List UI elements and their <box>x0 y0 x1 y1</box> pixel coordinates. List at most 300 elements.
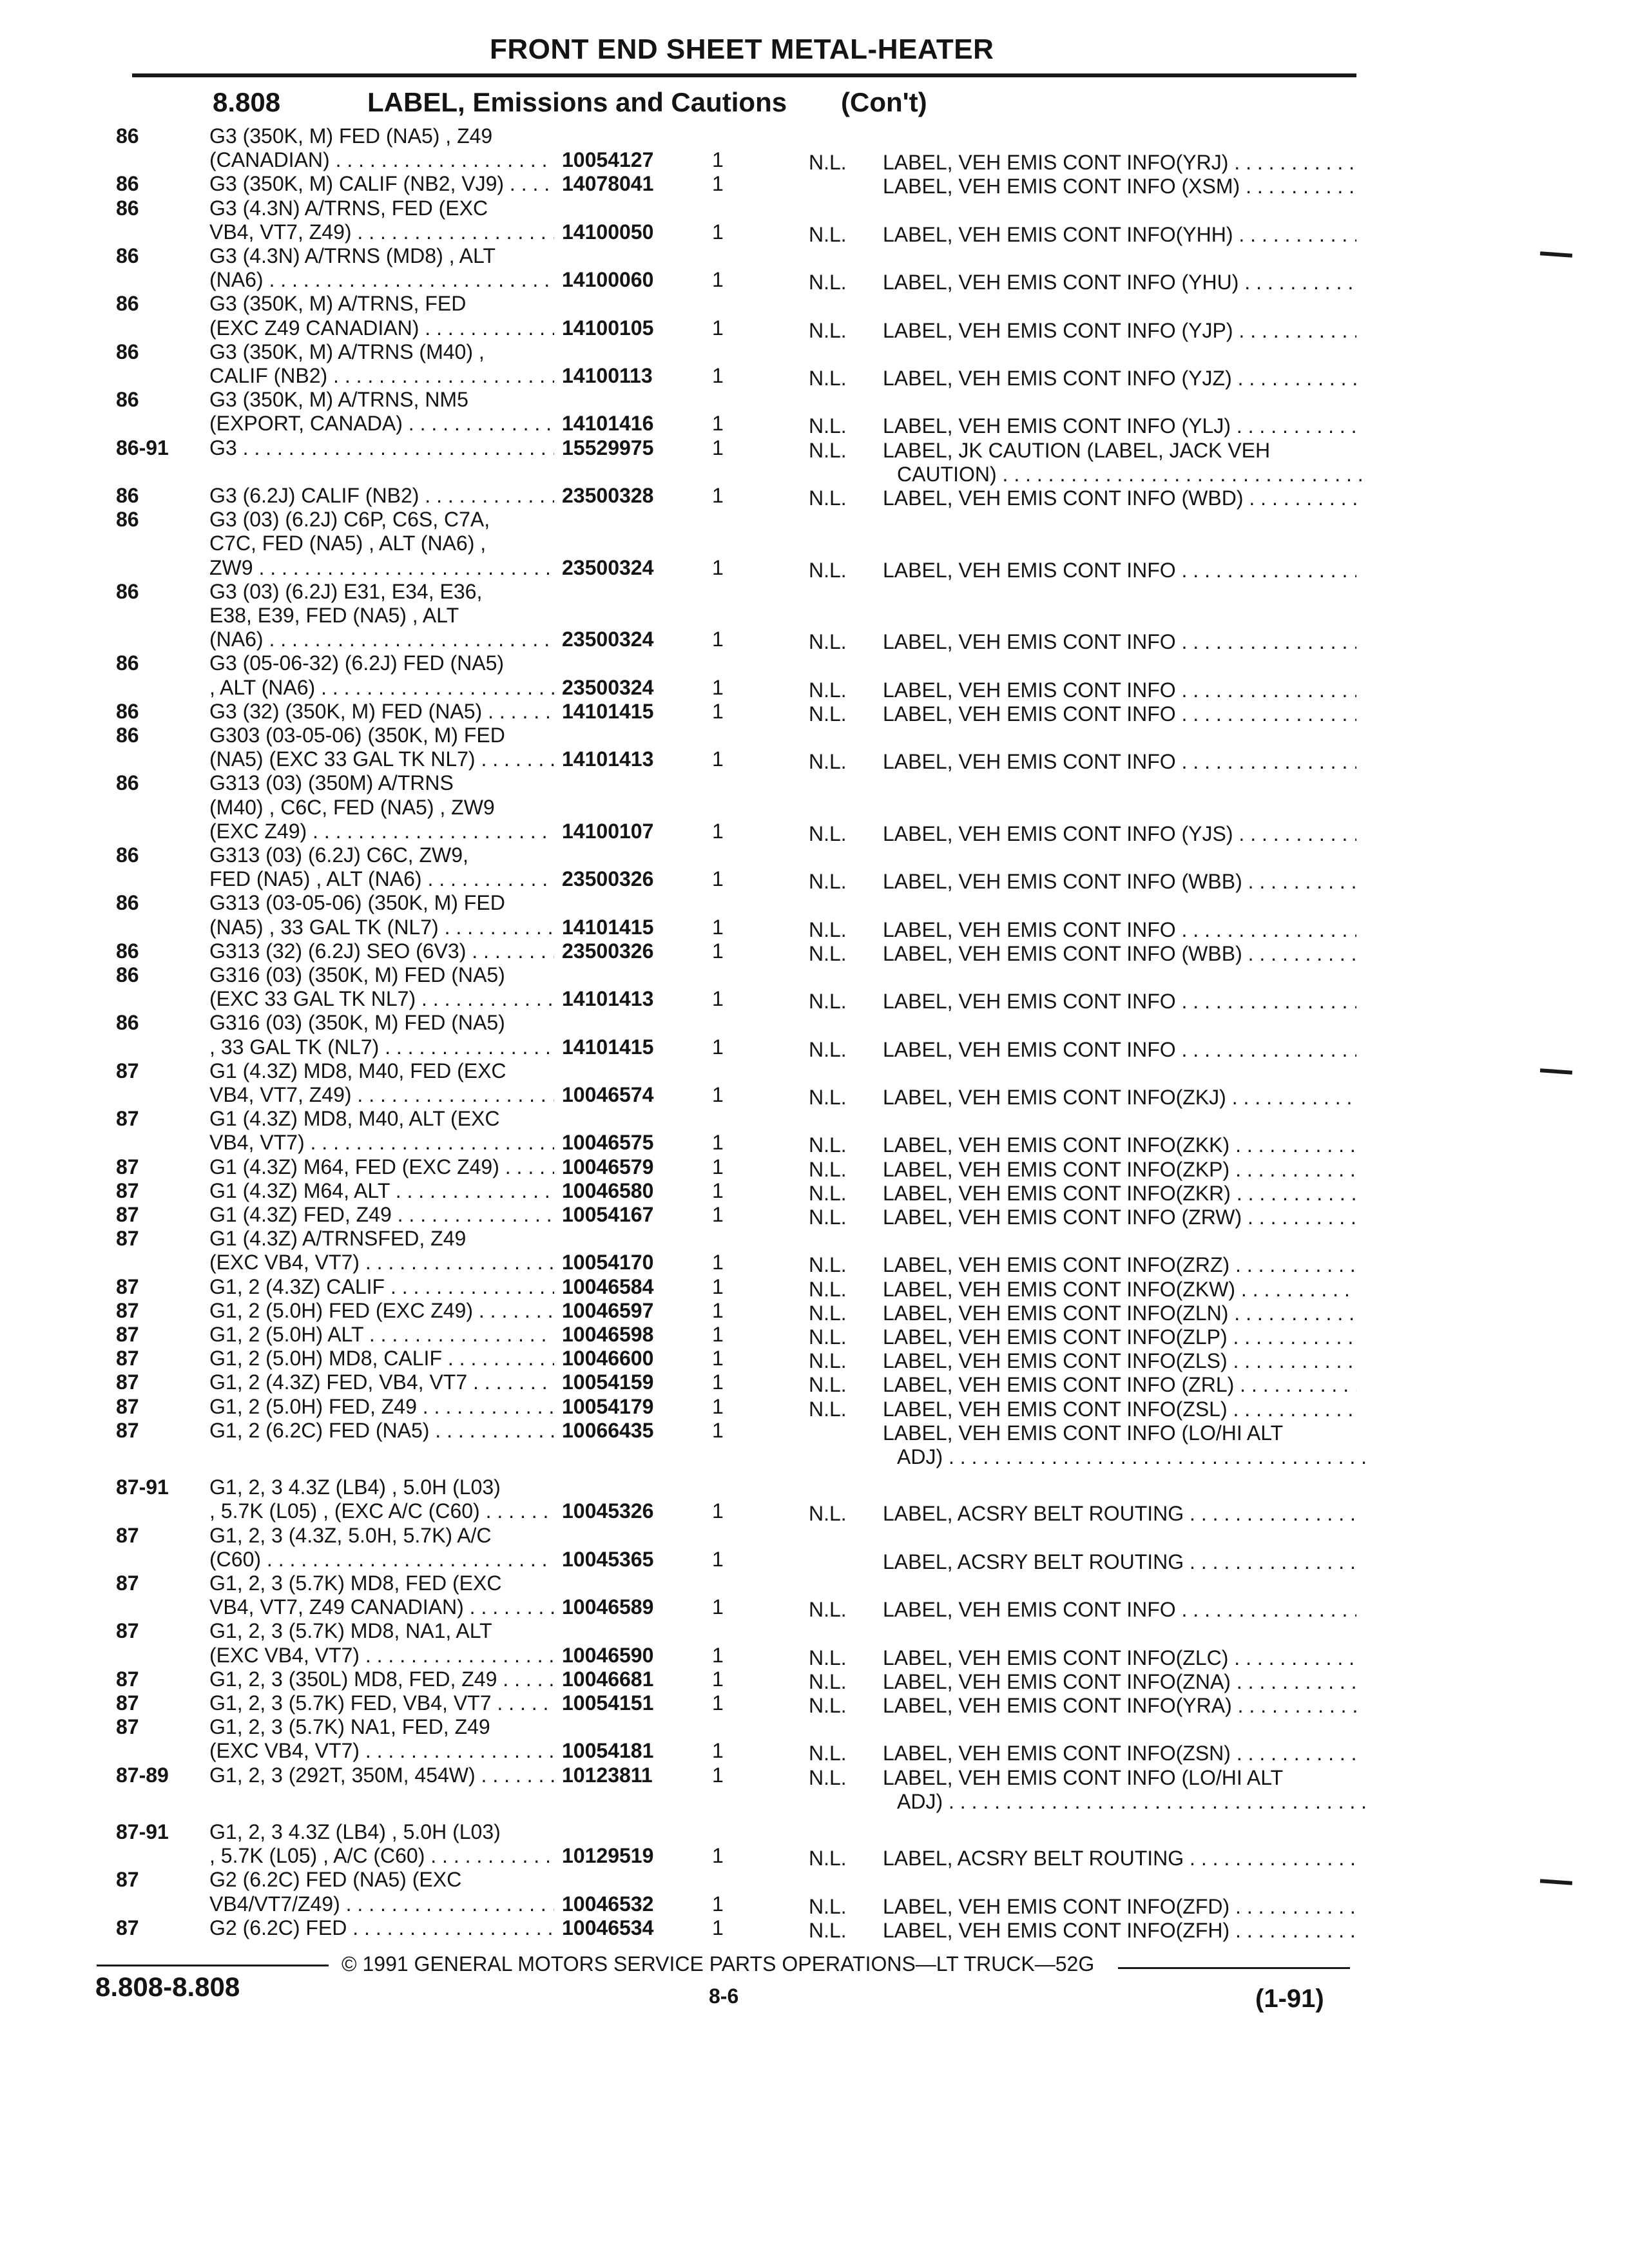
nl-flag: N.L. <box>809 1133 847 1157</box>
nl-flag: N.L. <box>809 1918 847 1942</box>
application-description: G3 (350K, M) CALIF (NB2, VJ9) . . . <box>209 171 554 196</box>
application-description: G1, 2, 3 (4.3Z, 5.0H, 5.7K) A/C <box>209 1523 492 1547</box>
application-description: G2 (6.2C) FED . . . <box>209 1916 554 1940</box>
model-year: 87 <box>116 1394 139 1418</box>
section-number: 8.808 <box>213 87 281 117</box>
nl-flag: N.L. <box>809 1037 847 1061</box>
part-description: LABEL, VEH EMIS CONT INFO(ZFH) . . . <box>883 1918 1356 1943</box>
part-description: LABEL, VEH EMIS CONT INFO . . . <box>883 989 1356 1014</box>
part-number: 10054170 <box>562 1251 654 1274</box>
nl-flag: N.L. <box>809 1206 847 1229</box>
nl-flag: N.L. <box>809 1397 847 1421</box>
nl-flag <box>809 1421 867 1445</box>
part-number: 10046597 <box>562 1298 654 1322</box>
application-description: G1, 2, 3 (5.7K) MD8, NA1, ALT <box>209 1619 492 1643</box>
model-year: 87 <box>116 1107 139 1131</box>
footer-section-range: 8.808-8.808 <box>95 1972 240 2002</box>
nl-flag: N.L. <box>809 1301 847 1325</box>
application-description: G313 (03) (6.2J) C6C, ZW9, <box>209 843 468 867</box>
application-description: G1, 2, 3 (5.7K) NA1, FED, Z49 <box>209 1715 490 1739</box>
part-number: 10123811 <box>562 1763 653 1787</box>
part-number: 14100050 <box>562 220 654 244</box>
quantity: 1 <box>712 1418 724 1442</box>
nl-flag <box>809 174 867 198</box>
part-description: LABEL, VEH EMIS CONT INFO (ZRW) . . . <box>883 1205 1356 1229</box>
part-description: LABEL, VEH EMIS CONT INFO . . . <box>883 558 1356 582</box>
nl-flag: N.L. <box>809 1646 847 1669</box>
quantity: 1 <box>712 1691 724 1715</box>
application-description: VB4, VT7, Z49) . . . <box>209 1082 554 1107</box>
model-year: 86 <box>116 196 139 220</box>
nl-flag: N.L. <box>809 1742 847 1765</box>
quantity: 1 <box>712 1323 724 1346</box>
page-number: 8-6 <box>709 1984 739 2008</box>
quantity: 1 <box>712 1155 724 1178</box>
part-number: 10046532 <box>562 1892 654 1916</box>
model-year: 87 <box>116 1715 139 1739</box>
application-description: (EXC VB4, VT7) . . . <box>209 1250 554 1274</box>
quantity: 1 <box>712 1763 724 1787</box>
quantity: 1 <box>712 867 724 891</box>
part-number: 10046598 <box>562 1323 654 1346</box>
application-description: (M40) , C6C, FED (NA5) , ZW9 <box>209 795 495 819</box>
nl-flag: N.L. <box>809 1349 847 1373</box>
application-description: C7C, FED (NA5) , ALT (NA6) , <box>209 532 487 555</box>
model-year: 86 <box>116 244 139 267</box>
quantity: 1 <box>712 1547 724 1571</box>
nl-flag: N.L. <box>809 558 847 582</box>
nl-flag: N.L. <box>809 822 847 845</box>
quantity: 1 <box>712 1251 724 1274</box>
application-description: G316 (03) (350K, M) FED (NA5) <box>209 1011 505 1035</box>
part-number: 14101413 <box>562 987 654 1011</box>
quantity: 1 <box>712 364 724 387</box>
model-year: 87 <box>116 1571 139 1595</box>
nl-flag: N.L. <box>809 486 847 510</box>
model-year: 87 <box>116 1868 139 1892</box>
nl-flag: N.L. <box>809 630 847 654</box>
application-description: G303 (03-05-06) (350K, M) FED <box>209 724 505 747</box>
model-year: 86 <box>116 292 139 316</box>
part-number: 10046575 <box>562 1131 654 1155</box>
model-year: 86 <box>116 124 139 148</box>
part-number: 23500324 <box>562 675 654 699</box>
part-number: 23500326 <box>562 939 654 963</box>
model-year: 87-89 <box>116 1763 169 1787</box>
quantity: 1 <box>712 412 724 436</box>
application-description: (NA6) . . . <box>209 627 554 651</box>
part-description: LABEL, VEH EMIS CONT INFO (LO/HI ALT <box>883 1421 1284 1445</box>
application-description: G1, 2 (4.3Z) CALIF . . . <box>209 1274 554 1299</box>
part-number: 14100107 <box>562 819 654 843</box>
quantity: 1 <box>712 1643 724 1667</box>
model-year: 86 <box>116 699 139 723</box>
application-description: G2 (6.2C) FED (NA5) (EXC <box>209 1868 462 1892</box>
model-year: 87 <box>116 1227 139 1251</box>
model-year: 86 <box>116 1011 139 1035</box>
part-description: LABEL, VEH EMIS CONT INFO(ZLN) . . . <box>883 1301 1356 1325</box>
application-description: G3 (350K, M) FED (NA5) , Z49 <box>209 124 493 148</box>
application-description: G3 . . . <box>209 436 554 460</box>
application-description: VB4, VT7, Z49) . . . <box>209 220 554 244</box>
application-description: G1, 2, 3 (5.7K) FED, VB4, VT7 . . . <box>209 1691 554 1715</box>
application-description: G1, 2 (5.0H) ALT . . . <box>209 1322 554 1347</box>
part-number: 14101415 <box>562 915 654 939</box>
nl-flag: N.L. <box>809 1502 847 1526</box>
part-number: 10054181 <box>562 1739 654 1763</box>
application-description: (CANADIAN) . . . <box>209 148 554 172</box>
quantity: 1 <box>712 1844 724 1868</box>
part-description: LABEL, ACSRY BELT ROUTING . . . <box>883 1501 1356 1526</box>
part-number: 10046681 <box>562 1667 654 1691</box>
application-description: G1 (4.3Z) M64, FED (EXC Z49) . . . <box>209 1155 554 1179</box>
part-description: LABEL, VEH EMIS CONT INFO (YJP) . . . <box>883 318 1356 343</box>
part-number: 10046584 <box>562 1274 654 1298</box>
application-description: ZW9 . . . <box>209 555 554 580</box>
application-description: G1, 2 (5.0H) MD8, CALIF . . . <box>209 1346 554 1370</box>
part-description: LABEL, VEH EMIS CONT INFO (ZRL) . . . <box>883 1372 1356 1397</box>
nl-flag: N.L. <box>809 702 847 726</box>
quantity: 1 <box>712 987 724 1011</box>
nl-flag: N.L. <box>809 222 847 246</box>
application-description: G1, 2, 3 (5.7K) MD8, FED (EXC <box>209 1571 502 1595</box>
part-number: 14100060 <box>562 268 654 292</box>
part-number: 14101413 <box>562 747 654 771</box>
nl-flag: N.L. <box>809 750 847 774</box>
application-description: G1 (4.3Z) MD8, M40, FED (EXC <box>209 1059 506 1082</box>
application-description: (EXC Z49 CANADIAN) . . . <box>209 316 554 340</box>
quantity: 1 <box>712 939 724 963</box>
part-number: 10054151 <box>562 1691 654 1715</box>
model-year: 86 <box>116 891 139 915</box>
quantity: 1 <box>712 148 724 172</box>
application-description: G1, 2 (4.3Z) FED, VB4, VT7 . . . <box>209 1370 554 1394</box>
part-number: 10129519 <box>562 1844 654 1868</box>
part-number: 10066435 <box>562 1418 654 1442</box>
model-year: 86 <box>116 388 139 412</box>
part-number: 14100113 <box>562 364 653 387</box>
part-description: LABEL, VEH EMIS CONT INFO (YHU) . . . <box>883 270 1356 294</box>
nl-flag: N.L. <box>809 1157 847 1181</box>
part-description: LABEL, VEH EMIS CONT INFO . . . <box>883 1597 1356 1622</box>
application-description: , ALT (NA6) . . . <box>209 675 554 700</box>
part-description: LABEL, VEH EMIS CONT INFO (WBB) . . . <box>883 869 1356 894</box>
nl-flag: N.L. <box>809 678 847 702</box>
application-description: G316 (03) (350K, M) FED (NA5) <box>209 963 505 986</box>
model-year: 86-91 <box>116 436 169 459</box>
nl-flag: N.L. <box>809 870 847 894</box>
nl-flag: N.L. <box>809 1325 847 1349</box>
quantity: 1 <box>712 675 724 699</box>
model-year: 87 <box>116 1370 139 1394</box>
model-year: 87 <box>116 1667 139 1691</box>
section-continued: (Con't) <box>841 87 927 117</box>
nl-flag: N.L. <box>809 1765 847 1789</box>
application-description: VB4, VT7) . . . <box>209 1130 554 1155</box>
quantity: 1 <box>712 555 724 579</box>
quantity: 1 <box>712 172 724 196</box>
page-title: FRONT END SHEET METAL-HEATER <box>490 34 994 65</box>
nl-flag: N.L. <box>809 1373 847 1397</box>
part-description: LABEL, VEH EMIS CONT INFO (WBD) . . . <box>883 486 1356 510</box>
nl-flag: N.L. <box>809 1598 847 1622</box>
quantity: 1 <box>712 220 724 244</box>
footer-rule <box>1118 1967 1350 1969</box>
part-description: LABEL, VEH EMIS CONT INFO (YJS) . . . <box>883 822 1356 846</box>
model-year: 87 <box>116 1619 139 1643</box>
part-description: LABEL, VEH EMIS CONT INFO(ZKK) . . . <box>883 1133 1356 1157</box>
model-year: 86 <box>116 651 139 675</box>
application-description: FED (NA5) , ALT (NA6) . . . <box>209 867 554 891</box>
application-description: G313 (03) (350M) A/TRNS <box>209 771 454 795</box>
quantity: 1 <box>712 628 724 651</box>
part-description: CAUTION) . . . <box>883 462 1371 486</box>
model-year: 87 <box>116 1298 139 1322</box>
quantity: 1 <box>712 1203 724 1226</box>
application-description: , 5.7K (L05) , (EXC A/C (C60) . . . <box>209 1499 554 1523</box>
part-number: 10046590 <box>562 1643 654 1667</box>
model-year: 86 <box>116 939 139 963</box>
part-description: LABEL, VEH EMIS CONT INFO(YRA) . . . <box>883 1693 1356 1718</box>
footer-rule <box>97 1965 329 1966</box>
nl-flag: N.L. <box>809 990 847 1014</box>
part-number: 10046534 <box>562 1916 654 1939</box>
part-description: LABEL, VEH EMIS CONT INFO(ZKR) . . . <box>883 1181 1356 1206</box>
quantity: 1 <box>712 268 724 292</box>
application-description: G1 (4.3Z) MD8, M40, ALT (EXC <box>209 1107 500 1131</box>
nl-flag: N.L. <box>809 1086 847 1109</box>
part-number: 10054127 <box>562 148 654 172</box>
model-year: 87 <box>116 1203 139 1226</box>
quantity: 1 <box>712 1499 724 1523</box>
part-description: LABEL, VEH EMIS CONT INFO (XSM) . . . <box>883 174 1356 198</box>
application-description: G1 (4.3Z) M64, ALT . . . <box>209 1178 554 1203</box>
part-description: LABEL, VEH EMIS CONT INFO(ZSN) . . . <box>883 1741 1356 1765</box>
application-description: G1, 2, 3 (350L) MD8, FED, Z49 . . . <box>209 1667 554 1691</box>
quantity: 1 <box>712 1131 724 1155</box>
part-description: LABEL, ACSRY BELT ROUTING . . . <box>883 1846 1356 1870</box>
part-description: LABEL, VEH EMIS CONT INFO (YLJ) . . . <box>883 414 1356 438</box>
part-number: 14101415 <box>562 699 654 723</box>
part-number: 14100105 <box>562 316 654 340</box>
part-description: LABEL, VEH EMIS CONT INFO . . . <box>883 702 1356 726</box>
footer-copyright: © 1991 GENERAL MOTORS SERVICE PARTS OPERATIONS—LT TRUCK—52G <box>342 1952 1095 1975</box>
part-description: LABEL, VEH EMIS CONT INFO . . . <box>883 918 1356 942</box>
application-description: G1, 2 (5.0H) FED (EXC Z49) . . . <box>209 1298 554 1323</box>
application-description: (EXC Z49) . . . <box>209 819 554 843</box>
footer-date: (1-91) <box>1255 1984 1324 2013</box>
part-number: 10045365 <box>562 1547 654 1571</box>
quantity: 1 <box>712 436 724 459</box>
part-number: 10054159 <box>562 1370 654 1394</box>
application-description: G3 (350K, M) A/TRNS, NM5 <box>209 388 468 412</box>
quantity: 1 <box>712 1035 724 1059</box>
model-year: 87 <box>116 1178 139 1202</box>
nl-flag: N.L. <box>809 414 847 438</box>
application-description: G3 (4.3N) A/TRNS, FED (EXC <box>209 196 488 220</box>
quantity: 1 <box>712 1274 724 1298</box>
part-description: LABEL, VEH EMIS CONT INFO(YRJ) . . . <box>883 150 1356 175</box>
part-number: 15529975 <box>562 436 654 459</box>
application-description: (EXC 33 GAL TK NL7) . . . <box>209 986 554 1011</box>
application-description: G1, 2, 3 (292T, 350M, 454W) . . . <box>209 1763 554 1787</box>
application-description: G313 (32) (6.2J) SEO (6V3) . . . <box>209 939 554 963</box>
part-description: LABEL, JK CAUTION (LABEL, JACK VEH <box>883 438 1271 462</box>
part-description: LABEL, VEH EMIS CONT INFO (LO/HI ALT <box>883 1765 1284 1789</box>
part-description: LABEL, VEH EMIS CONT INFO(ZFD) . . . <box>883 1894 1356 1919</box>
part-number: 23500324 <box>562 555 654 579</box>
application-description: CALIF (NB2) . . . <box>209 363 554 388</box>
part-number: 14078041 <box>562 172 654 196</box>
part-description: LABEL, VEH EMIS CONT INFO . . . <box>883 1037 1356 1062</box>
model-year: 87 <box>116 1059 139 1082</box>
nl-flag: N.L. <box>809 941 847 965</box>
model-year: 86 <box>116 508 139 532</box>
quantity: 1 <box>712 1178 724 1202</box>
application-description: (EXC VB4, VT7) . . . <box>209 1738 554 1763</box>
quantity: 1 <box>712 1298 724 1322</box>
application-description: (NA5) (EXC 33 GAL TK NL7) . . . <box>209 747 554 771</box>
application-description: G3 (32) (350K, M) FED (NA5) . . . <box>209 699 554 724</box>
application-description: , 5.7K (L05) , A/C (C60) . . . <box>209 1843 554 1868</box>
part-number: 10046600 <box>562 1347 654 1370</box>
model-year: 87 <box>116 1418 139 1442</box>
application-description: G3 (350K, M) A/TRNS (M40) , <box>209 340 485 363</box>
nl-flag: N.L. <box>809 1253 847 1277</box>
quantity: 1 <box>712 484 724 507</box>
part-description: LABEL, VEH EMIS CONT INFO (WBB) . . . <box>883 941 1356 966</box>
quantity: 1 <box>712 1667 724 1691</box>
application-description: G3 (05-06-32) (6.2J) FED (NA5) <box>209 651 505 675</box>
part-description: LABEL, VEH EMIS CONT INFO(ZKJ) . . . <box>883 1085 1356 1110</box>
quantity: 1 <box>712 1595 724 1619</box>
model-year: 86 <box>116 340 139 363</box>
part-number: 10054167 <box>562 1203 654 1226</box>
application-description: G3 (4.3N) A/TRNS (MD8) , ALT <box>209 244 496 267</box>
quantity: 1 <box>712 819 724 843</box>
application-description: G1 (4.3Z) A/TRNSFED, Z49 <box>209 1227 467 1251</box>
application-description: , 33 GAL TK (NL7) . . . <box>209 1035 554 1059</box>
part-description: LABEL, VEH EMIS CONT INFO(ZLS) . . . <box>883 1349 1356 1373</box>
model-year: 86 <box>116 172 139 196</box>
application-description: G313 (03-05-06) (350K, M) FED <box>209 891 505 915</box>
quantity: 1 <box>712 915 724 939</box>
part-number: 23500324 <box>562 628 654 651</box>
nl-flag: N.L. <box>809 918 847 941</box>
nl-flag: N.L. <box>809 1894 847 1918</box>
quantity: 1 <box>712 1892 724 1916</box>
nl-flag: N.L. <box>809 367 847 390</box>
part-description: LABEL, VEH EMIS CONT INFO(YHH) . . . <box>883 222 1356 247</box>
part-number: 23500326 <box>562 867 654 891</box>
quantity: 1 <box>712 747 724 771</box>
part-number: 10046589 <box>562 1595 654 1619</box>
part-number: 10046579 <box>562 1155 654 1178</box>
nl-flag: N.L. <box>809 318 847 342</box>
part-number: 23500328 <box>562 484 654 507</box>
part-description: LABEL, VEH EMIS CONT INFO(ZKW) . . . <box>883 1277 1356 1302</box>
model-year: 86 <box>116 771 139 795</box>
application-description: G1, 2, 3 4.3Z (LB4) , 5.0H (L03) <box>209 1820 501 1843</box>
part-number: 14101415 <box>562 1035 654 1059</box>
model-year: 86 <box>116 963 139 986</box>
nl-flag: N.L. <box>809 1277 847 1301</box>
part-description: LABEL, VEH EMIS CONT INFO(ZNA) . . . <box>883 1669 1356 1694</box>
part-number: 10046580 <box>562 1178 654 1202</box>
part-description: ADJ) . . . <box>883 1445 1371 1469</box>
model-year: 87 <box>116 1523 139 1547</box>
part-description: LABEL, VEH EMIS CONT INFO(ZLP) . . . <box>883 1325 1356 1349</box>
nl-flag: N.L. <box>809 271 847 294</box>
model-year: 87 <box>116 1323 139 1346</box>
nl-flag <box>809 1550 867 1574</box>
nl-flag: N.L. <box>809 1847 847 1870</box>
part-description: LABEL, ACSRY BELT ROUTING . . . <box>883 1550 1356 1574</box>
nl-flag: N.L. <box>809 1181 847 1205</box>
application-description: G1, 2 (6.2C) FED (NA5) . . . <box>209 1418 554 1443</box>
application-description: G3 (6.2J) CALIF (NB2) . . . <box>209 483 554 508</box>
application-description: VB4, VT7, Z49 CANADIAN) . . . <box>209 1595 554 1619</box>
quantity: 1 <box>712 699 724 723</box>
model-year: 87 <box>116 1274 139 1298</box>
part-description: LABEL, VEH EMIS CONT INFO(ZSL) . . . <box>883 1397 1356 1421</box>
part-description: LABEL, VEH EMIS CONT INFO . . . <box>883 629 1356 654</box>
part-number: 10045326 <box>562 1499 654 1523</box>
quantity: 1 <box>712 1370 724 1394</box>
part-description: LABEL, VEH EMIS CONT INFO(ZKP) . . . <box>883 1157 1356 1182</box>
part-number: 10054179 <box>562 1394 654 1418</box>
part-description: LABEL, VEH EMIS CONT INFO . . . <box>883 678 1356 702</box>
application-description: (C60) . . . <box>209 1547 554 1571</box>
nl-flag: N.L. <box>809 1694 847 1717</box>
model-year: 87-91 <box>116 1475 169 1499</box>
quantity: 1 <box>712 1394 724 1418</box>
section-title: LABEL, Emissions and Cautions <box>367 87 787 117</box>
nl-flag: N.L. <box>809 438 847 462</box>
model-year: 87 <box>116 1691 139 1715</box>
part-number: 10046574 <box>562 1083 654 1106</box>
model-year: 86 <box>116 843 139 867</box>
quantity: 1 <box>712 1916 724 1939</box>
model-year: 87-91 <box>116 1820 169 1843</box>
model-year: 86 <box>116 579 139 603</box>
application-description: (NA5) , 33 GAL TK (NL7) . . . <box>209 915 554 939</box>
application-description: VB4/VT7/Z49) . . . <box>209 1892 554 1916</box>
model-year: 86 <box>116 484 139 507</box>
part-description: LABEL, VEH EMIS CONT INFO . . . <box>883 749 1356 774</box>
application-description: (NA6) . . . <box>209 267 554 292</box>
model-year: 87 <box>116 1916 139 1939</box>
part-description: ADJ) . . . <box>883 1789 1371 1814</box>
part-description: LABEL, VEH EMIS CONT INFO (YJZ) . . . <box>883 366 1356 390</box>
part-description: LABEL, VEH EMIS CONT INFO(ZRZ) . . . <box>883 1253 1356 1277</box>
quantity: 1 <box>712 1739 724 1763</box>
part-description: LABEL, VEH EMIS CONT INFO(ZLC) . . . <box>883 1646 1356 1670</box>
quantity: 1 <box>712 1347 724 1370</box>
part-number: 14101416 <box>562 412 654 436</box>
application-description: E38, E39, FED (NA5) , ALT <box>209 604 459 627</box>
application-description: G1 (4.3Z) FED, Z49 . . . <box>209 1202 554 1227</box>
model-year: 86 <box>116 724 139 747</box>
application-description: G3 (03) (6.2J) E31, E34, E36, <box>209 579 483 603</box>
quantity: 1 <box>712 1083 724 1106</box>
application-description: G1, 2 (5.0H) FED, Z49 . . . <box>209 1394 554 1419</box>
model-year: 87 <box>116 1347 139 1370</box>
application-description: (EXPORT, CANADA) . . . <box>209 411 554 436</box>
model-year: 87 <box>116 1155 139 1178</box>
application-description: G3 (350K, M) A/TRNS, FED <box>209 292 467 316</box>
nl-flag: N.L. <box>809 1669 847 1693</box>
